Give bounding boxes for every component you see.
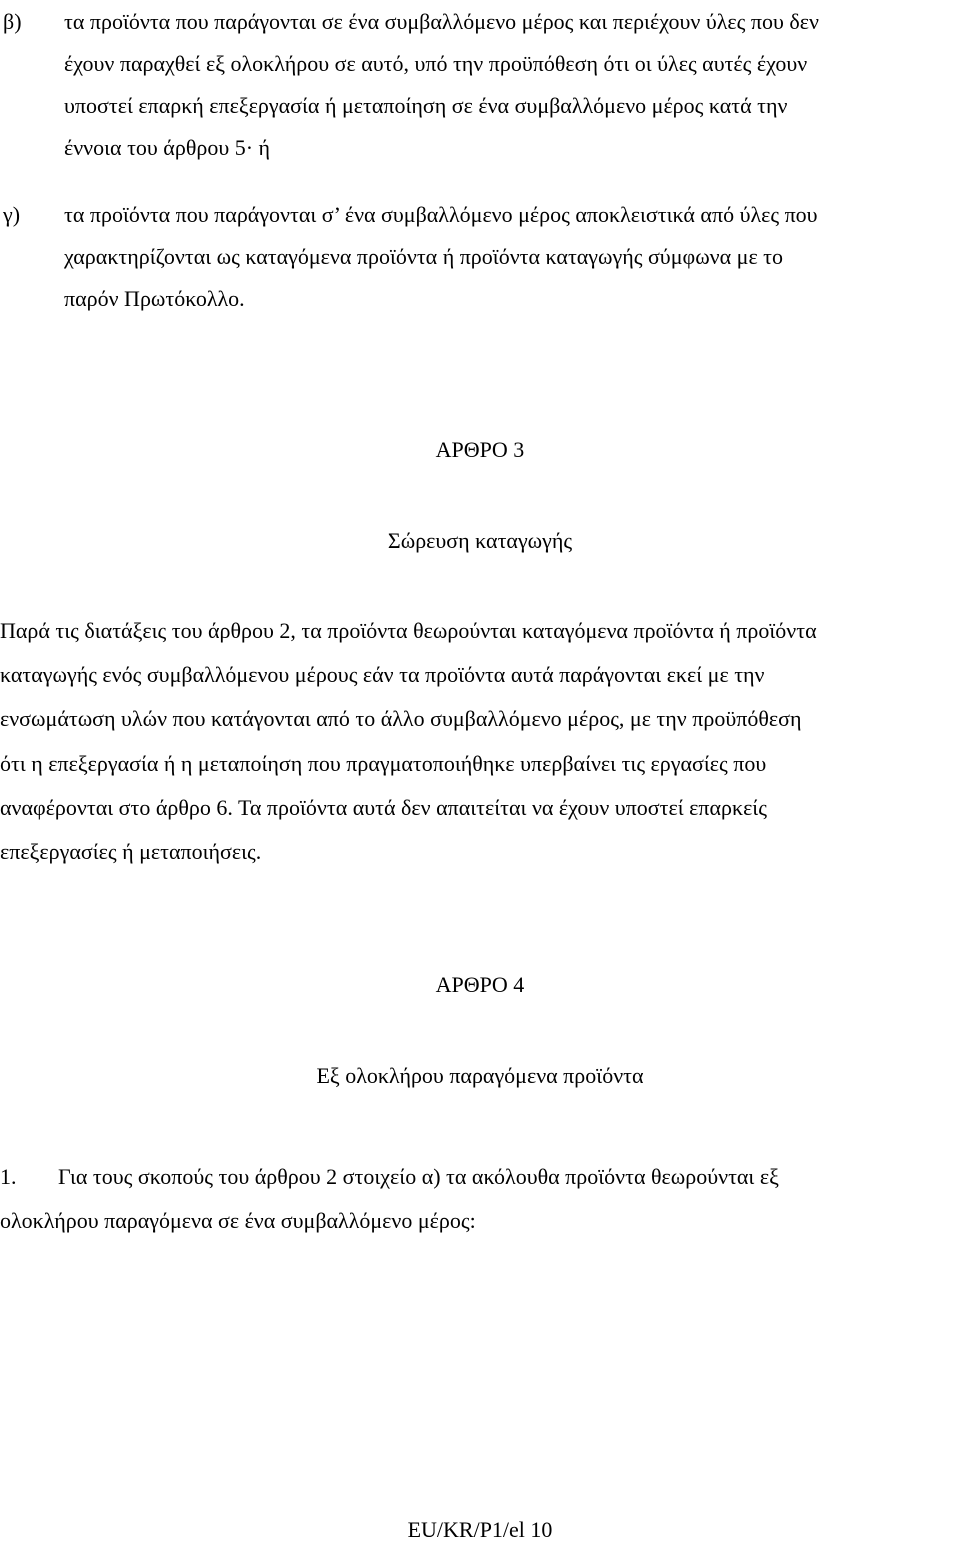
paragraph-number: 1. — [0, 1164, 17, 1189]
list-item-label: β) — [3, 9, 22, 34]
text-line: παρόν Πρωτόκολλο. — [64, 286, 245, 311]
text-line: ότι η επεξεργασία ή η μεταποίηση που πραγματοποιήθηκε υπερβαίνει τις εργασίες που — [0, 750, 767, 776]
text-line: Παρά τις διατάξεις του άρθρου 2, τα προϊόντα θεωρούνται καταγόμενα προϊόντα ή προϊόντα — [0, 618, 817, 643]
article-4-paragraph — [0, 1155, 960, 1243]
text-line: επεξεργασίες ή μεταποιήσεις. — [0, 838, 262, 864]
list-item-text — [64, 194, 960, 320]
article-4-heading: ΑΡΘΡΟ 4 — [435, 972, 525, 997]
article-3-heading: ΑΡΘΡΟ 3 — [435, 437, 525, 462]
text-line: αναφέρονται στο άρθρο 6. Τα προϊόντα αυτά δεν απαιτείται να έχουν υποστεί επαρκείς — [0, 794, 767, 820]
article-4-title: Εξ ολοκλήρου παραγόμενα προϊόντα — [316, 1063, 644, 1088]
article-3-paragraph — [0, 609, 960, 874]
text-line: Για τους σκοπούς του άρθρου 2 στοιχείο α) τα ακόλουθα προϊόντα θεωρούνται εξ — [58, 1164, 779, 1189]
text-line: τα προϊόντα που παράγονται σε ένα συμβαλλόμενο μέρος και περιέχουν ύλες που δεν — [64, 9, 819, 34]
text-line: χαρακτηρίζονται ως καταγόμενα προϊόντα ή προϊόντα καταγωγής σύμφωνα με το — [64, 244, 784, 269]
text-line: τα προϊόντα που παράγονται σ’ ένα συμβαλλόμενο μέρος αποκλειστικά από ύλες που — [64, 202, 818, 227]
numbered-line — [0, 1155, 960, 1199]
article-3-title: Σώρευση καταγωγής — [387, 528, 573, 553]
text-line: καταγωγής ενός συμβαλλόμενου μέρους εάν τα προϊόντα αυτά παράγονται εκεί με την — [0, 662, 765, 688]
text-line: ενσωμάτωση υλών που κατάγονται από το άλλο συμβαλλόμενο μέρος, με την προϋπόθεση — [0, 706, 802, 732]
list-item-label: γ) — [3, 202, 21, 227]
text-line: έννοια του άρθρου 5· ή — [64, 135, 271, 160]
text-line: υποστεί επαρκή επεξεργασία ή μεταποίηση σε ένα συμβαλλόμενο μέρος κατά την — [64, 93, 788, 118]
text-line: έχουν παραχθεί εξ ολοκλήρου σε αυτό, υπό την προϋπόθεση ότι οι ύλες αυτές έχουν — [64, 51, 808, 76]
text-line: ολοκλήρου παραγόμενα σε ένα συμβαλλόμενο μέρος: — [0, 1208, 476, 1234]
page-footer-reference: EU/KR/P1/el 10 — [407, 1517, 553, 1542]
list-item-text — [64, 1, 960, 169]
